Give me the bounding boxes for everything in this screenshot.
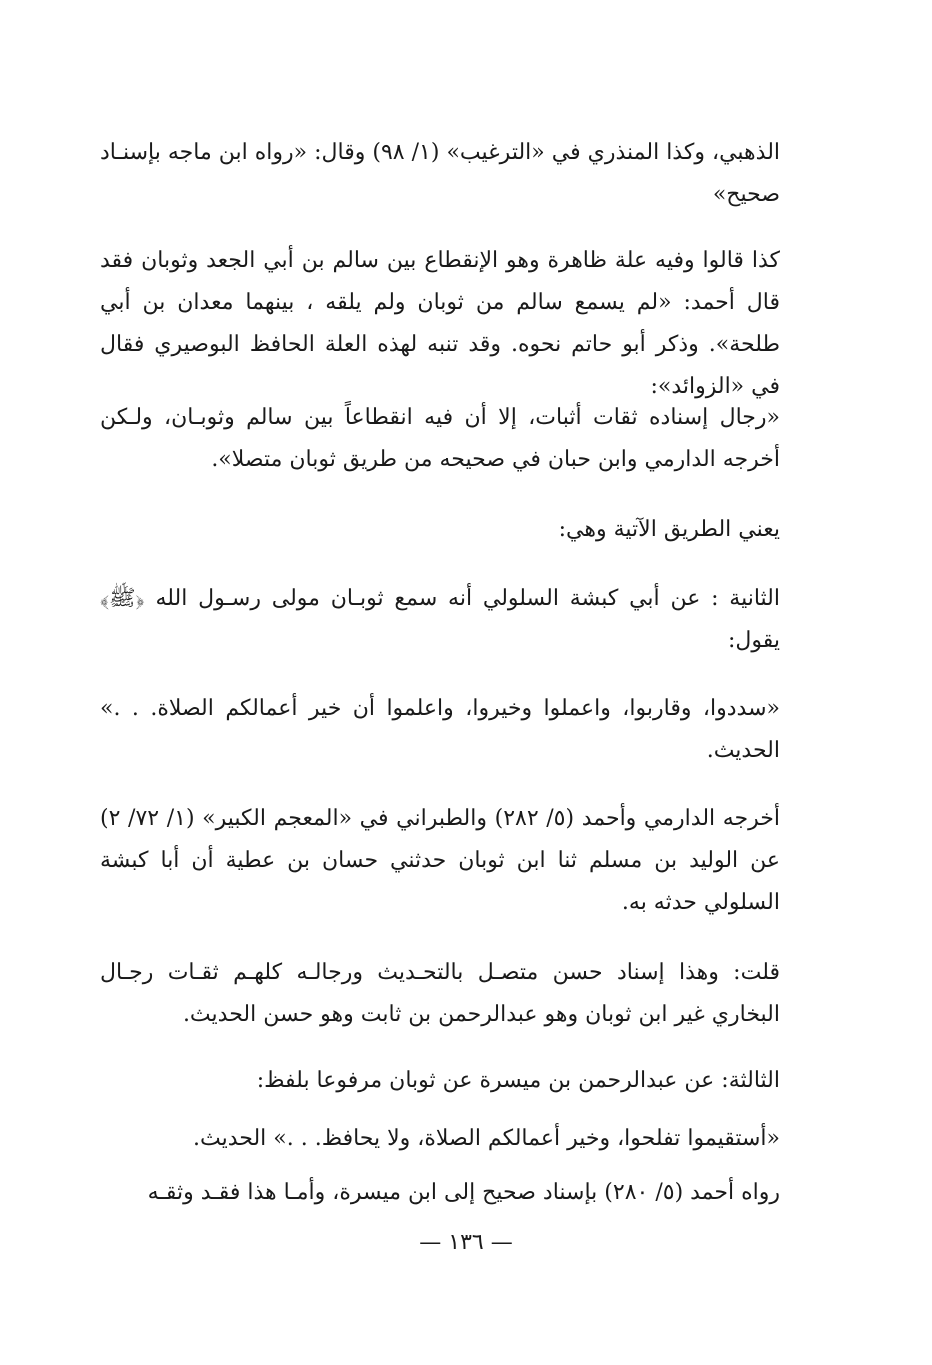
paragraph-9-third-route: الثالثة: عن عبدالرحمن بن ميسرة عن ثوبان مرفوعا بلفظ: <box>256 1068 780 1093</box>
paragraph-11: رواه أحمد (٥/ ٢٨٠) بإسناد صحيح إلى ابن ميسرة، وأمـا هذا فقـد وثقـه <box>147 1180 780 1205</box>
paragraph-8-comment: قلت: وهذا إسناد حسن متصـل بالتحـديث ورجالـه كلهـم ثقـات رجـال البخاري غير ابن ثوبان وهو عبدالرحمن بن ثابت وهو حسن الحديث. <box>100 960 780 1027</box>
paragraph-10-hadith: «أستقيموا تفلحوا، وخير أعمالكم الصلاة، ولا يحافظ. . .» الحديث. <box>193 1126 780 1151</box>
paragraph-7-takhrij: أخرجه الدارمي وأحمد (٥/ ٢٨٢) والطبراني في «المعجم الكبير» (١/ ٧٢/ ٢) عن الوليد بن مسلم ثنا ابن ثوبان حدثني حسان بن عطية أن أبا كبشة السلولي حدثه به. <box>100 806 780 915</box>
paragraph-1: الذهبي، وكذا المنذري في «الترغيب» (١/ ٩٨) وقال: «رواه ابن ماجه بإسنـاد صحيح» <box>100 140 781 207</box>
paragraph-6-hadith: «سددوا، وقاربوا، واعملوا وخيروا، واعلموا أن خير أعمالكم الصلاة. . .» الحديث. <box>100 696 780 763</box>
paragraph-4: يعني الطريق الآتية وهي: <box>558 517 780 542</box>
page-number: — ١٣٦ — <box>419 1230 513 1255</box>
paragraph-5-second-route: الثانية : عن أبي كبشة السلولي أنه سمع ثوبـان مولى رسـول الله ﴿ﷺ﴾ يقول: <box>100 586 780 653</box>
paragraph-2: كذا قالوا وفيه علة ظاهرة وهو الإنقطاع بين سالم بن أبي الجعد وثوبان فقد قال أحمد: «لم يسمع سالم من ثوبان ولم يلقه ، بينهما معدان بن أبي طلحة». وذكر أبو حاتم نحوه. وقد تنبه لهذه العلة الحافظ البوصيري فقال في «الزوائد»: <box>100 248 780 399</box>
paragraph-3-quote: «رجال إسناده ثقات أثبات، إلا أن فيه انقطاعاً بين سالم وثوبـان، ولـكن أخرجه الدارمي وابن حبان في صحيحه من طريق ثوبان متصلا». <box>100 405 780 472</box>
